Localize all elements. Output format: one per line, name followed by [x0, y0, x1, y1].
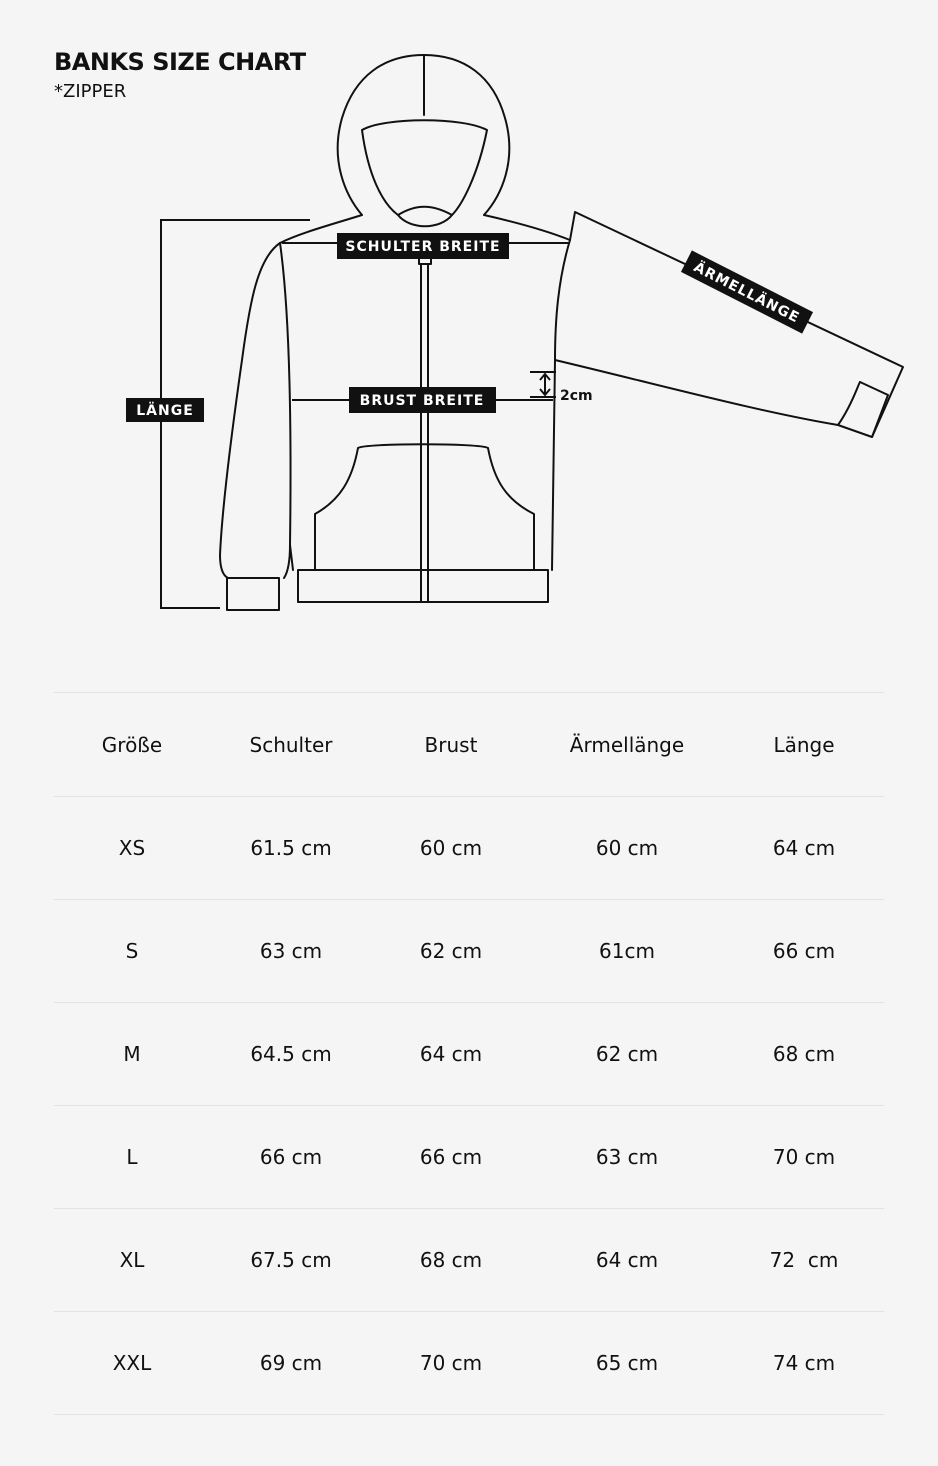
table-row	[54, 1312, 884, 1415]
shoulder-label: SCHULTER BREITE	[345, 239, 501, 255]
header-sleeve: Ärmellänge	[530, 693, 724, 797]
cell-length: 64 cm	[724, 797, 884, 900]
table-row	[54, 797, 884, 900]
size-table	[54, 692, 884, 1415]
offset-label: 2cm	[560, 388, 593, 404]
cell-chest: 62 cm	[372, 900, 530, 1003]
cell-chest: 60 cm	[372, 797, 530, 900]
cell-size: XS	[54, 797, 210, 900]
hoodie-diagram	[0, 0, 938, 660]
cell-sleeve: 65 cm	[530, 1312, 724, 1415]
page-title: BANKS SIZE CHART	[54, 48, 306, 76]
cell-shoulder: 63 cm	[210, 900, 372, 1003]
table-row	[54, 1106, 884, 1209]
cell-length: 72 cm	[724, 1209, 884, 1312]
cell-chest: 68 cm	[372, 1209, 530, 1312]
chest-label: BRUST BREITE	[359, 393, 485, 409]
cell-chest: 64 cm	[372, 1003, 530, 1106]
header-chest: Brust	[372, 693, 530, 797]
header-shoulder: Schulter	[210, 693, 372, 797]
table-header-row	[54, 693, 884, 797]
cell-shoulder: 61.5 cm	[210, 797, 372, 900]
cell-chest: 66 cm	[372, 1106, 530, 1209]
cell-chest: 70 cm	[372, 1312, 530, 1415]
cell-shoulder: 64.5 cm	[210, 1003, 372, 1106]
cell-sleeve: 60 cm	[530, 797, 724, 900]
sleeve-tag	[681, 250, 813, 333]
cell-size: XL	[54, 1209, 210, 1312]
cell-sleeve: 62 cm	[530, 1003, 724, 1106]
length-label: LÄNGE	[136, 403, 194, 419]
cell-size: M	[54, 1003, 210, 1106]
cell-length: 68 cm	[724, 1003, 884, 1106]
table-row	[54, 900, 884, 1003]
cell-shoulder: 66 cm	[210, 1106, 372, 1209]
header-length: Länge	[724, 693, 884, 797]
cell-shoulder: 69 cm	[210, 1312, 372, 1415]
offset-measure-arrow	[530, 372, 556, 397]
cell-sleeve: 63 cm	[530, 1106, 724, 1209]
cell-length: 74 cm	[724, 1312, 884, 1415]
cell-length: 66 cm	[724, 900, 884, 1003]
sleeve-label: ÄRMELLÄNGE	[690, 259, 803, 327]
cell-size: XXL	[54, 1312, 210, 1415]
cell-sleeve: 61cm	[530, 900, 724, 1003]
cell-size: L	[54, 1106, 210, 1209]
table-row	[54, 1209, 884, 1312]
cell-shoulder: 67.5 cm	[210, 1209, 372, 1312]
cell-sleeve: 64 cm	[530, 1209, 724, 1312]
table-row	[54, 1003, 884, 1106]
header-size: Größe	[54, 693, 210, 797]
cell-size: S	[54, 900, 210, 1003]
cell-length: 70 cm	[724, 1106, 884, 1209]
page-subtitle: *ZIPPER	[54, 81, 127, 102]
